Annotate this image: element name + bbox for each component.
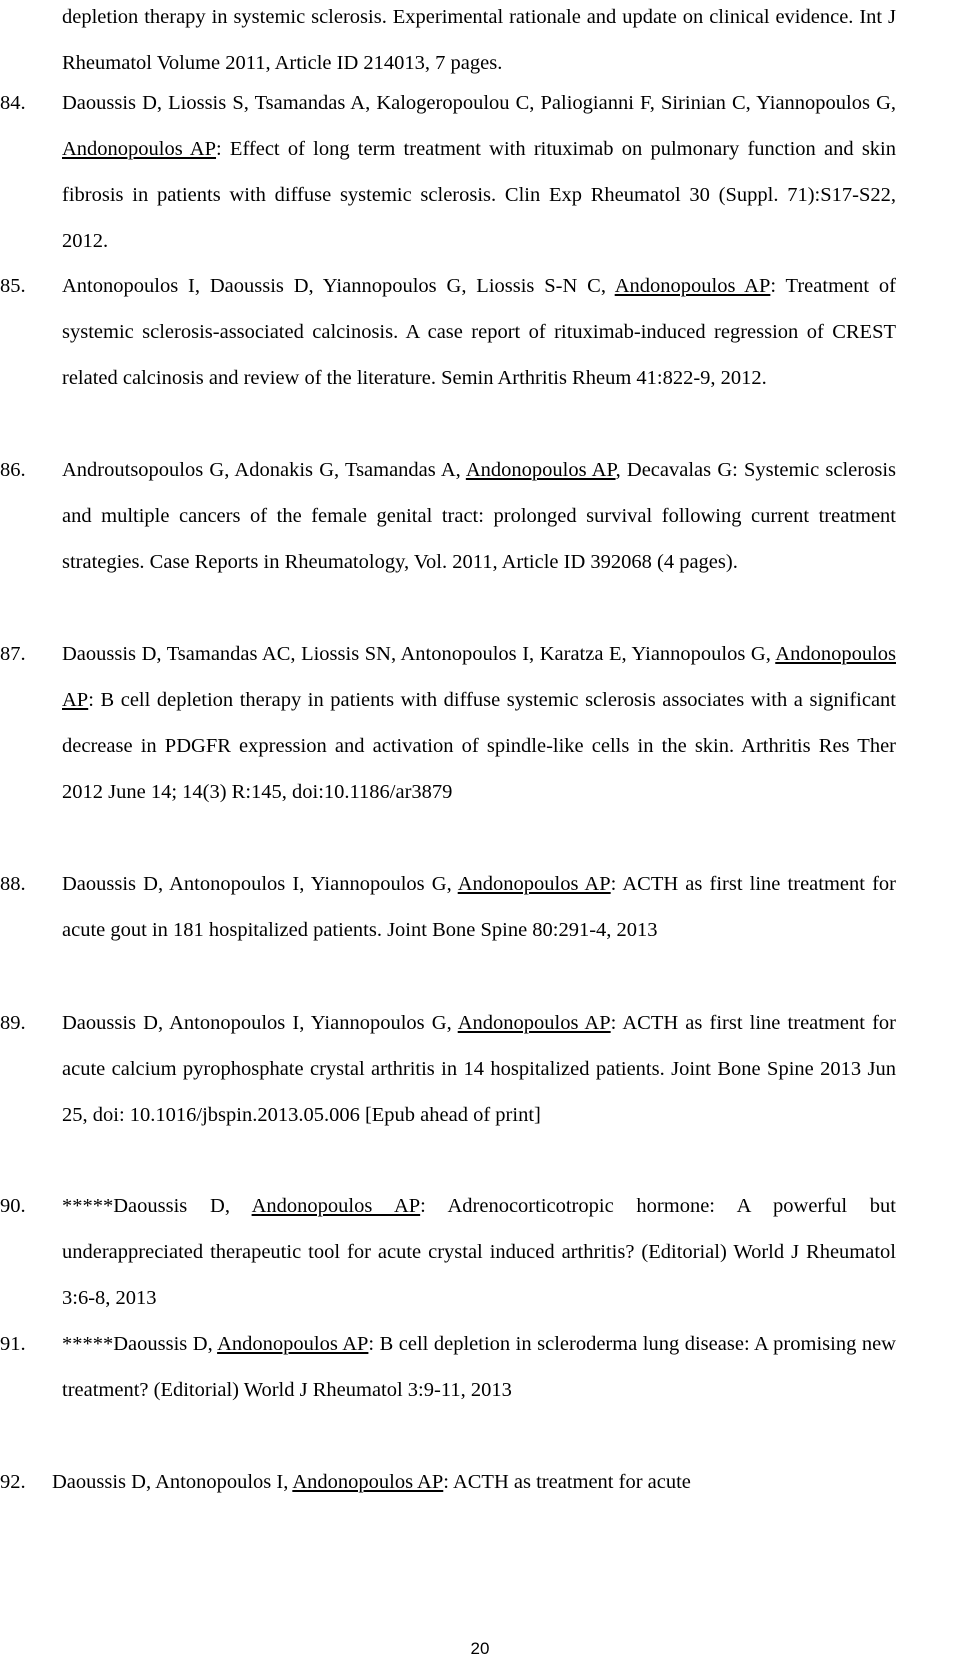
reference-text: *****Daoussis D, Andonopoulos AP: B cell depletion in scleroderma lung disease: A promising new treatment? (Editorial) World J Rheumatol 3:9-11, 2013 — [62, 1333, 896, 1401]
reference-text: Daoussis D, Tsamandas AC, Liossis SN, Antonopoulos I, Karatza E, Yiannopoulos G, Andonopoulos AP: B cell depletion therapy in patients with diffuse systemic sclerosis associates with a significant decrease in PDGFR expression and activation of spindle-like cells in the skin. Arthritis Res Ther 2012 June 14; 14(3) R:145, doi:10.1186/ar3879 — [62, 643, 896, 803]
reference-number: 92. — [0, 1471, 26, 1493]
reference-text: Androutsopoulos G, Adonakis G, Tsamandas A, Andonopoulos AP, Decavalas G: Systemic sclerosis and multiple cancers of the female genital tract: prolonged survival following current treatment strategies. Case Reports in Rheumatology, Vol. 2011, Article ID 392068 (4 pages). — [62, 459, 896, 573]
reference-number: 84. — [0, 92, 26, 114]
reference-text: Daoussis D, Antonopoulos I, Yiannopoulos G, Andonopoulos AP: ACTH as first line treatment for acute calcium pyrophosphate crystal arthritis in 14 hospitalized patients. Joint Bone Spine 2013 Jun 25, doi: 10.1016/jbspin.2013.05.006 [Epub ahead of print] — [62, 1012, 896, 1126]
reference-text: Daoussis D, Antonopoulos I, Andonopoulos AP: ACTH as treatment for acute — [52, 1471, 691, 1493]
highlighted-author: Andonopoulos AP — [292, 1471, 444, 1493]
highlighted-author: Andonopoulos AP — [251, 1195, 421, 1217]
reference-number: 87. — [0, 643, 26, 665]
reference-text: Daoussis D, Liossis S, Tsamandas A, Kalogeropoulou C, Paliogianni F, Sirinian C, Yiannopoulos G, Andonopoulos AP: Effect of long term treatment with rituximab on pulmonary function and skin fibrosis in patients with diffuse systemic sclerosis. Clin Exp Rheumatol 30 (Suppl. 71):S17-S22, 2012. — [62, 92, 896, 252]
reference-text: Daoussis D, Antonopoulos I, Yiannopoulos G, Andonopoulos AP: ACTH as first line treatment for acute gout in 181 hospitalized patients. Joint Bone Spine 80:291-4, 2013 — [62, 873, 896, 941]
reference-number: 89. — [0, 1012, 26, 1034]
reference-number: 85. — [0, 275, 26, 297]
reference-number: 90. — [0, 1195, 26, 1217]
reference-continuation: depletion therapy in systemic sclerosis. Experimental rationale and update on clinical evidence. Int J Rheumatol Volume 2011, Article ID 214013, 7 pages. — [62, 6, 896, 74]
highlighted-author: Andonopoulos AP — [457, 873, 611, 895]
highlighted-author: Andonopoulos AP — [62, 643, 896, 711]
highlighted-author: Andonopoulos AP — [614, 275, 771, 297]
reference-number: 91. — [0, 1333, 26, 1355]
reference-number: 88. — [0, 873, 26, 895]
reference-number: 86. — [0, 459, 26, 481]
highlighted-author: Andonopoulos AP — [217, 1333, 369, 1355]
highlighted-author: Andonopoulos AP — [465, 459, 616, 481]
page-number: 20 — [470, 1639, 490, 1658]
highlighted-author: Andonopoulos AP — [457, 1012, 611, 1034]
highlighted-author: Andonopoulos AP — [62, 138, 217, 160]
reference-text: Antonopoulos I, Daoussis D, Yiannopoulos G, Liossis S-N C, Andonopoulos AP: Treatment of systemic sclerosis-associated calcinosis. A case report of rituximab-induced regression of CREST related calcinosis and review of the literature. Semin Arthritis Rheum 41:822-9, 2012. — [62, 275, 896, 389]
reference-text: *****Daoussis D, Andonopoulos AP: Adrenocorticotropic hormone: A powerful but underappreciated therapeutic tool for acute crystal induced arthritis? (Editorial) World J Rheumatol 3:6-8, 2013 — [62, 1195, 896, 1309]
